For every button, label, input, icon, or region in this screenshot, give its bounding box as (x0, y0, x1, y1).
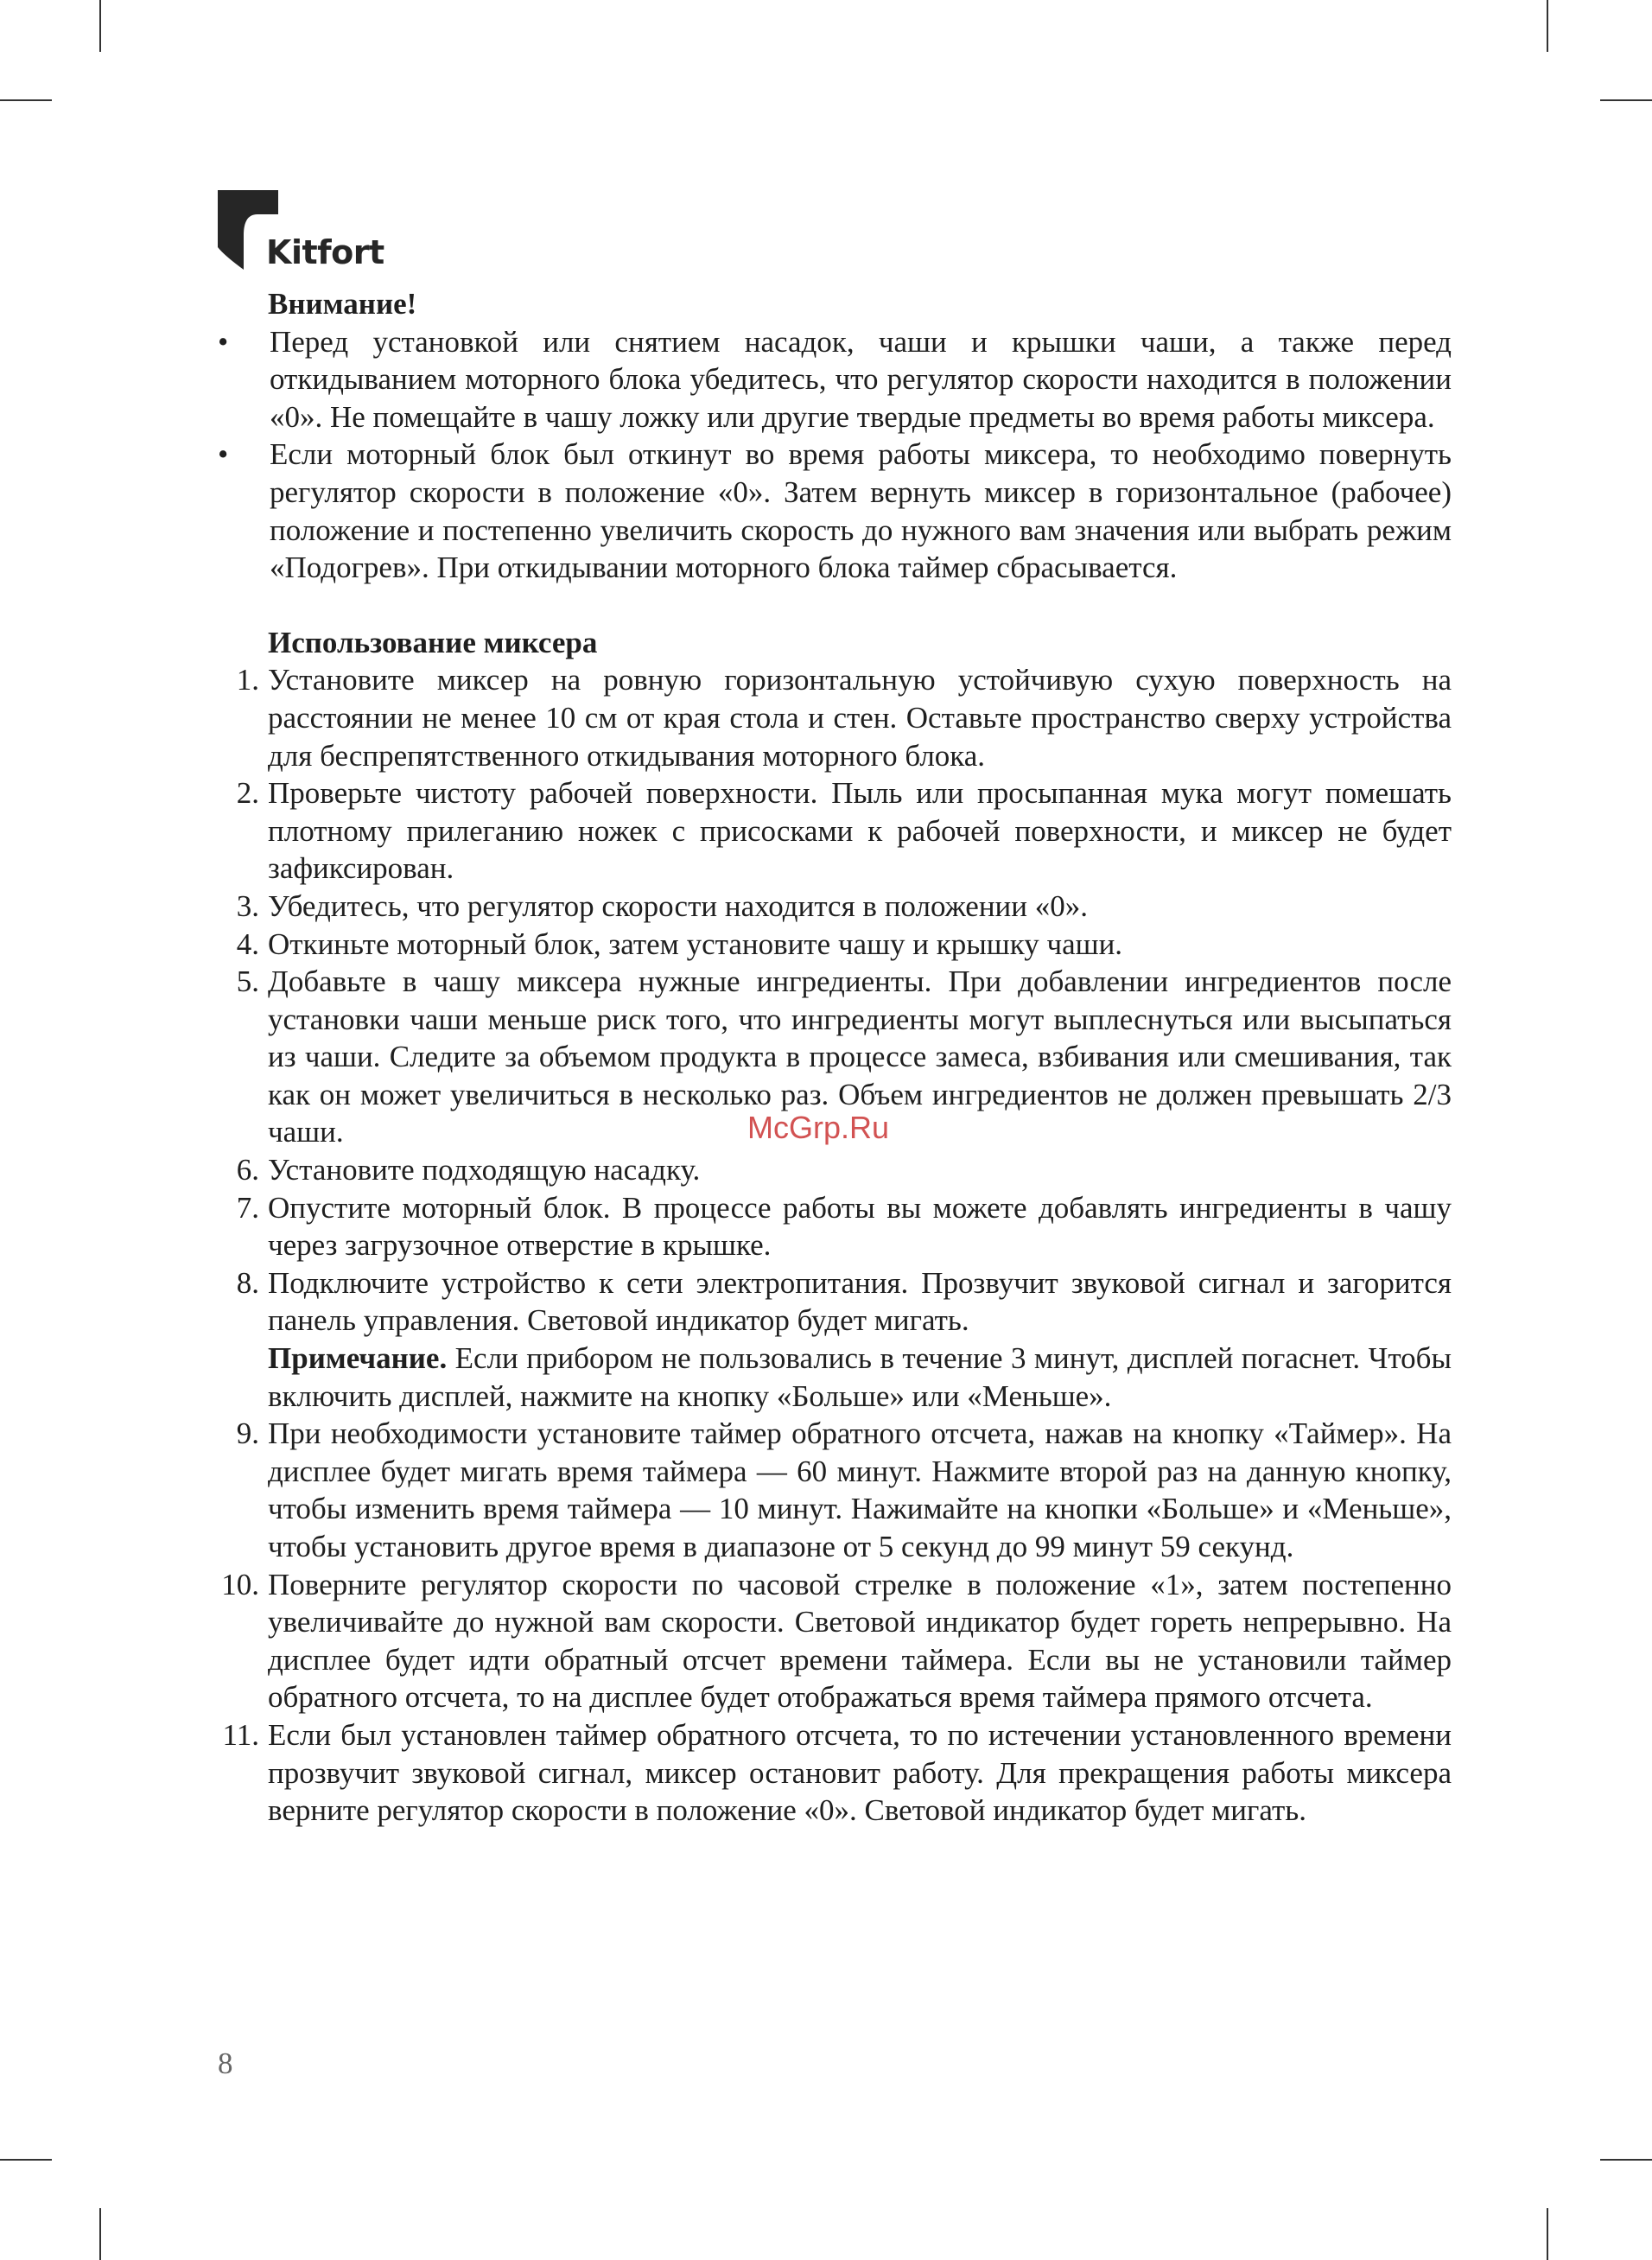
step-text: Подключите устройство к сети электропитания. Прозвучит звуковой сигнал и загорится панель управления. Световой индикатор будет мигать. (268, 1265, 1452, 1338)
bullet-marker: • (218, 324, 229, 359)
step-text: Установите подходящую насадку. (268, 1153, 701, 1187)
usage-step (216, 1151, 1452, 1189)
note-label: Примечание. (268, 1341, 448, 1376)
crop-mark (1547, 0, 1548, 52)
step-text: Установите миксер на ровную горизонтальную устойчивую сухую поверхность на расстоянии не менее 10 см от края стола и стен. Оставьте пространство сверху устройства для беспрепятственного откидывания моторного блока. (268, 663, 1452, 773)
crop-mark (99, 2208, 101, 2260)
step-number: 9. (236, 1416, 259, 1451)
usage-step (216, 1264, 1452, 1415)
warning-item (216, 323, 1452, 436)
crop-mark (1600, 99, 1652, 101)
step-text: Поверните регулятор скорости по часовой стрелке в положение «1», затем постепенно увеличивайте до нужной вам скорости. Световой индикатор будет гореть непрерывно. На дисплее будет идти обратный отсчет времени таймера. Если вы не установили таймер обратного отсчета, то на дисплее будет отображаться время таймера прямого отсчета. (268, 1567, 1452, 1715)
bullet-marker: • (218, 437, 229, 472)
step-note (268, 1340, 1452, 1415)
crop-mark (99, 0, 101, 52)
watermark: McGrp.Ru (747, 1110, 890, 1145)
step-number: 1. (236, 663, 259, 697)
usage-step (216, 888, 1452, 926)
step-text: Откиньте моторный блок, затем установите чашу и крышку чаши. (268, 926, 1123, 961)
step-number: 5. (236, 964, 259, 999)
step-number: 11. (222, 1717, 259, 1752)
step-text: Если был установлен таймер обратного отсчета, то по истечении установленного времени прозвучит звуковой сигнал, миксер остановит работу. Для прекращения работы миксера верните регулятор скорости в положение «0». Световой индикатор будет мигать. (268, 1717, 1452, 1828)
brand-logo (218, 190, 391, 277)
warning-item (216, 436, 1452, 586)
step-number: 3. (236, 888, 259, 923)
step-number: 10. (221, 1567, 259, 1601)
usage-step (216, 1566, 1452, 1716)
crop-mark (0, 2159, 52, 2161)
step-number: 7. (236, 1190, 259, 1225)
usage-step (216, 661, 1452, 774)
manual-content (216, 285, 1452, 1830)
usage-step (216, 1189, 1452, 1264)
step-number: 2. (236, 776, 259, 811)
step-text: Убедитесь, что регулятор скорости находится в положении «0». (268, 888, 1089, 923)
usage-step (216, 1716, 1452, 1830)
usage-step (216, 774, 1452, 888)
step-number: 6. (236, 1153, 259, 1187)
warning-text: Если моторный блок был откинут во время работы миксера, то необходимо повернуть регулятор скорости в положение «0». Затем вернуть миксер в горизонтальное (рабочее) положение и постепенно увеличить скорость до нужного вам значения или выбрать режим «Подогрев». При откидывании моторного блока таймер сбрасывается. (270, 437, 1452, 585)
step-number: 8. (236, 1265, 259, 1300)
step-text: При необходимости установите таймер обратного отсчета, нажав на кнопку «Таймер». На дисплее будет мигать время таймера — 60 минут. Нажмите второй раз на данную кнопку, чтобы изменить время таймера — 10 минут. Нажимайте на кнопки «Больше» и «Меньше», чтобы установить другое время в диапазоне от 5 секунд до 99 минут 59 секунд. (268, 1416, 1452, 1563)
step-text: Опустите моторный блок. В процессе работы вы можете добавлять ингредиенты в чашу через загрузочное отверстие в крышке. (268, 1190, 1452, 1263)
crop-mark (1600, 2159, 1652, 2161)
note-text: Если прибором не пользовались в течение 3 минут, дисплей погаснет. Чтобы включить дисплей, нажмите на кнопку «Больше» или «Меньше». (268, 1341, 1452, 1413)
usage-heading: Использование миксера (268, 625, 598, 659)
step-number: 4. (236, 926, 259, 961)
warning-text: Перед установкой или снятием насадок, чаши и крышки чаши, а также перед откидыванием моторного блока убедитесь, что регулятор скорости находится в положении «0». Не помещайте в чашу ложку или другие твердые предметы во время работы миксера. (270, 324, 1452, 434)
crop-mark (1547, 2208, 1548, 2260)
page-number: 8 (218, 2047, 233, 2080)
warning-heading: Внимание! (268, 287, 417, 321)
step-text: Проверьте чистоту рабочей поверхности. Пыль или просыпанная мука могут помешать плотному прилеганию ножек с присосками к рабочей поверхности, и миксер не будет зафиксирован. (268, 776, 1452, 886)
step-text: Добавьте в чашу миксера нужные ингредиенты. При добавлении ингредиентов после установки чаши меньше риск того, что ингредиенты могут выплеснуться или высыпаться из чаши. Следите за объемом продукта в процессе замеса, взбивания или смешивания, так как он может увеличиться в несколько раз. Объем ингредиентов не должен превышать 2/3 чаши. (268, 964, 1452, 1149)
usage-step (216, 926, 1452, 964)
usage-step (216, 1415, 1452, 1565)
crop-mark (0, 99, 52, 101)
brand-name: Kitfort (266, 233, 384, 271)
